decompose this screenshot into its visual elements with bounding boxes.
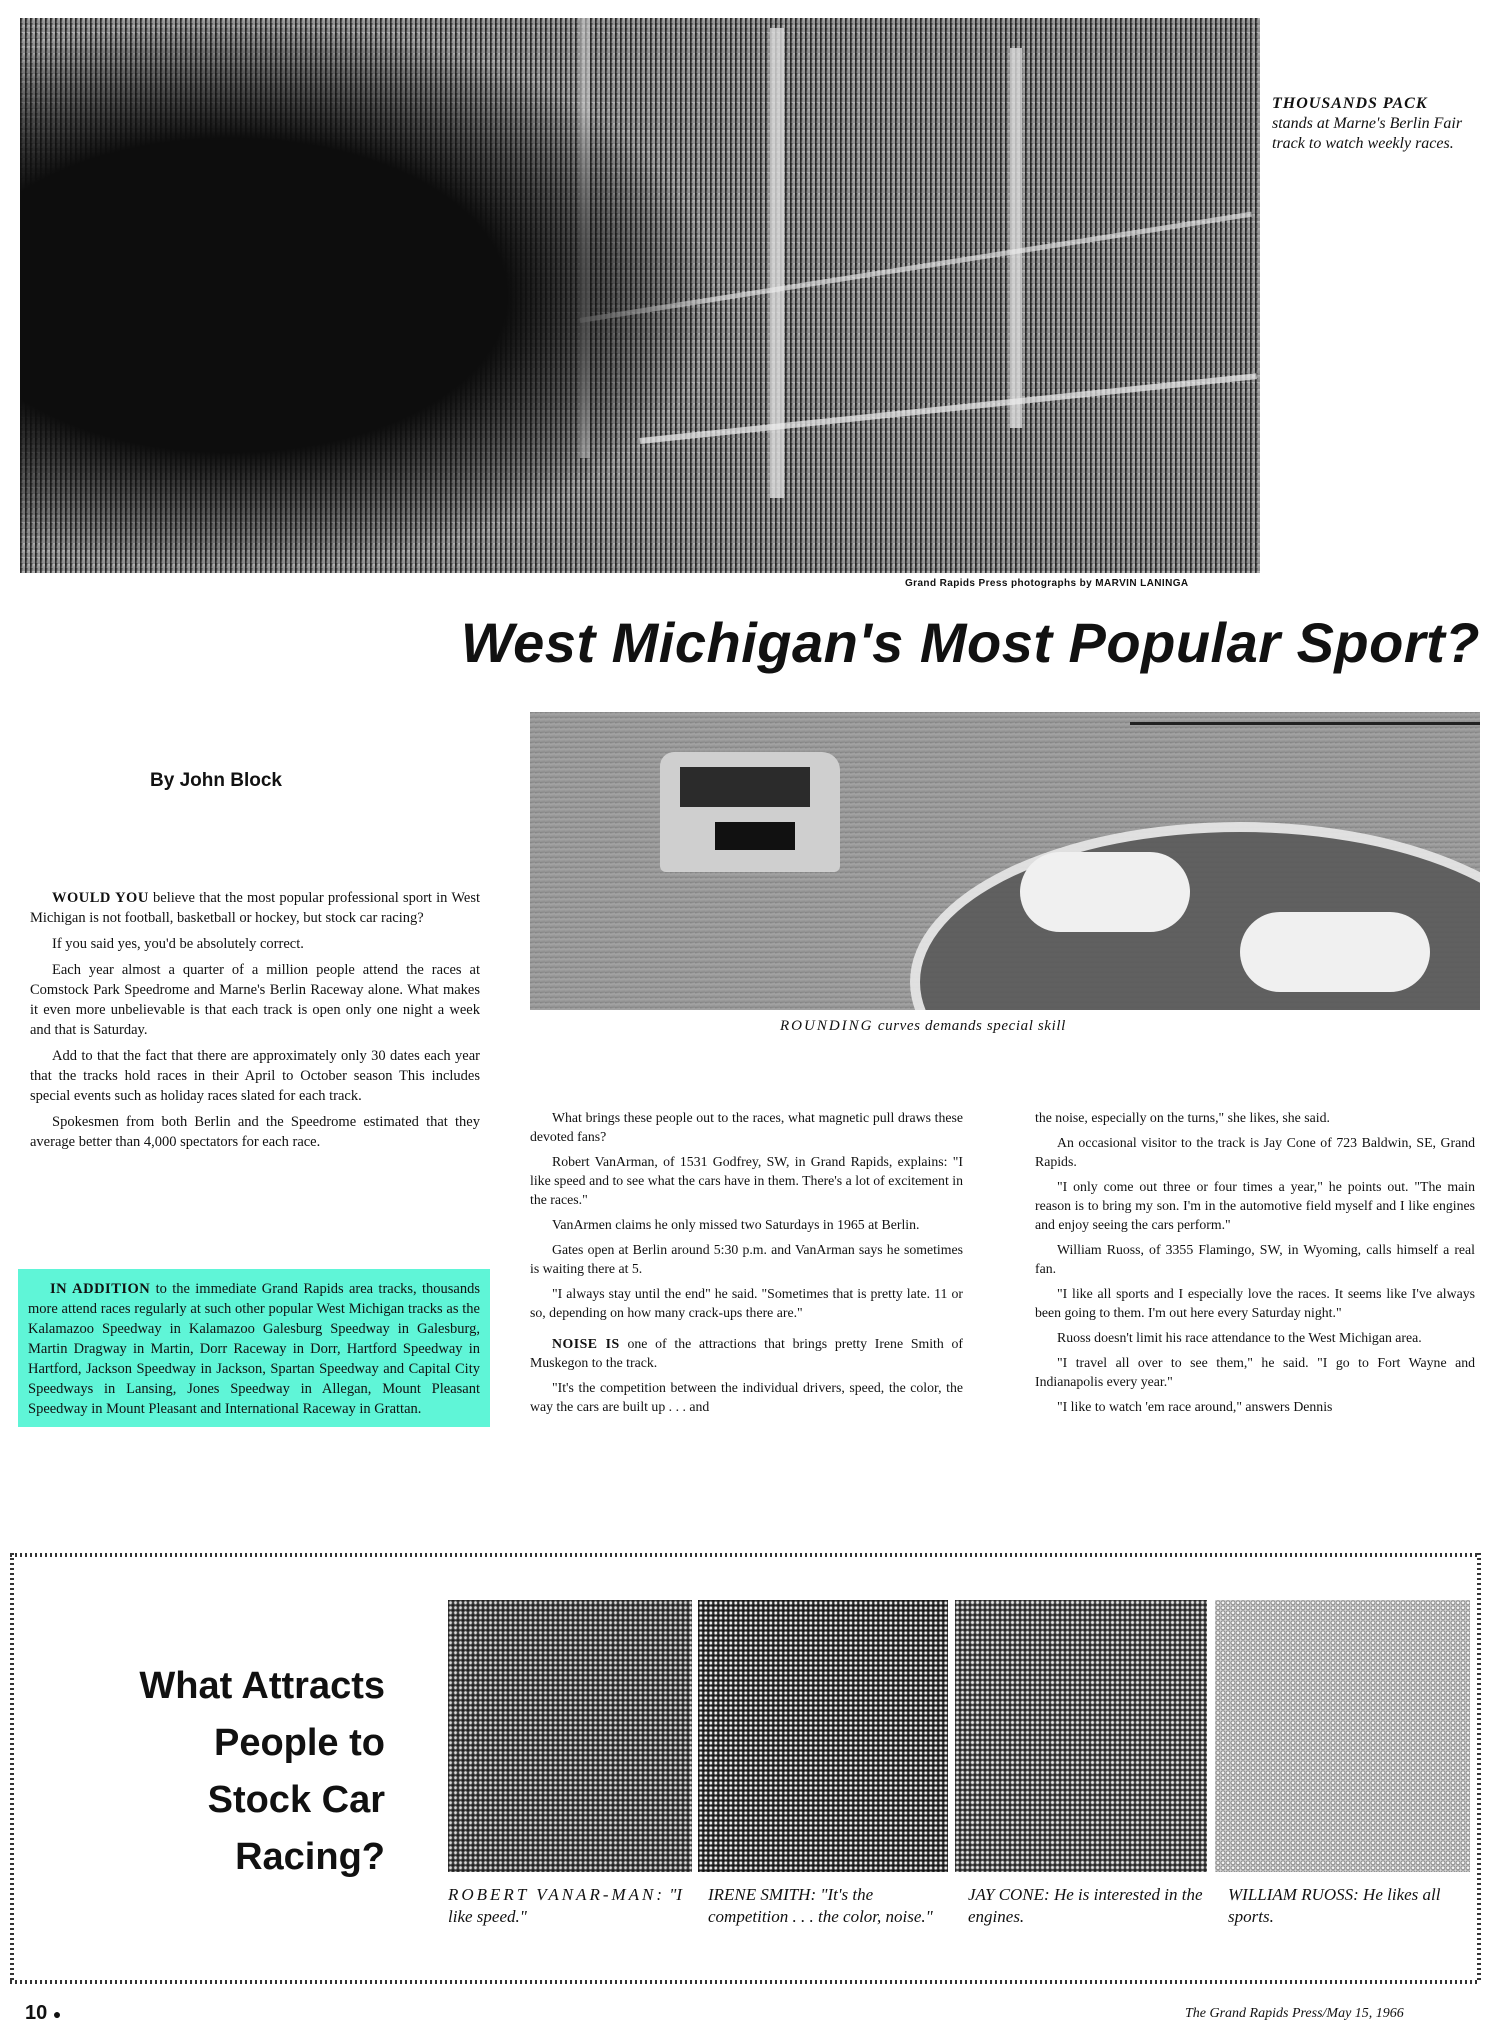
paragraph: the noise, especially on the turns," she likes, she said.: [1035, 1110, 1330, 1125]
portrait-jay-cone: [955, 1600, 1207, 1872]
paragraph: Spokesmen from both Berlin and the Speedrome estimated that they average better than 4,000 spectators for each race.: [30, 1114, 480, 1150]
portrait-caption-cone: JAY CONE: He is interested in the engines.: [968, 1885, 1203, 1926]
byline: By John Block: [150, 770, 282, 791]
column-2: [530, 1108, 963, 1422]
paragraph: An occasional visitor to the track is Jay Cone of 723 Baldwin, SE, Grand Rapids.: [1035, 1135, 1475, 1169]
paragraph: William Ruoss, of 3355 Flamingo, SW, in Wyoming, calls himself a real fan.: [1035, 1242, 1475, 1276]
paragraph: WOULD YOU believe that the most popular professional sport in West Michigan is not football, basketball or hockey, but stock car racing?: [30, 890, 481, 926]
portrait-william-ruoss: [1215, 1600, 1470, 1872]
photo-credit: Grand Rapids Press photographs by MARVIN LANINGA: [905, 578, 1189, 589]
paragraph: Robert VanArman, of 1531 Godfrey, SW, in Grand Rapids, explains: "I like speed and to see what the cars have in them. There's a lot of excitement in the races.": [530, 1154, 963, 1207]
grandstand-photo: [20, 18, 1260, 573]
sidebar-border-top: [10, 1553, 1480, 1557]
highlighted-paragraph: [18, 1269, 490, 1427]
paragraph: "I like all sports and I especially love the races. It seems like I've always been going to them. I'm out here every Saturday night.": [1035, 1286, 1475, 1320]
track-photo-caption: [780, 1018, 1066, 1035]
publication-dateline: The Grand Rapids Press/May 15, 1966: [1185, 2006, 1404, 2021]
page-number: 10 ●: [25, 2002, 62, 2024]
paragraph: Each year almost a quarter of a million people attend the races at Comstock Park Speedrome and Marne's Berlin Raceway alone. What makes it even more unbelievable is that each track is open only one night a week and that is Saturday.: [30, 962, 480, 1038]
sidebar-headline: What Attracts People to Stock Car Racing?: [139, 1665, 385, 1878]
sidebar-border-bottom: [10, 1980, 1480, 1984]
top-photo-caption: [1272, 94, 1472, 154]
portrait-caption-ruoss: WILLIAM RUOSS: He likes all sports.: [1228, 1885, 1441, 1926]
paragraph: "I like to watch 'em race around," answers Dennis: [1057, 1399, 1333, 1414]
column-1: [30, 888, 480, 1158]
paragraph: NOISE IS one of the attractions that brings pretty Irene Smith of Muskegon to the track.: [530, 1336, 964, 1370]
paragraph: "I only come out three or four times a year," he points out. "The main reason is to bring my son. I'm in the automotive field myself and I like engines and enjoy seeing the cars perform.": [1035, 1179, 1475, 1232]
top-photo-caption-text: stands at Marne's Berlin Fair track to watch weekly races.: [1272, 115, 1463, 152]
paragraph: IN ADDITION to the immediate Grand Rapids area tracks, thousands more attend races regularly at such other popular West Michigan tracks as the Kalamazoo Speedway in Kalamazoo Galesburg Speedway in Galesburg, Martin Dragway in Martin, Dorr Raceway in Dorr, Hartford Speedway in Hartford, Jackson Speedway in Jackson, Spartan Speedway and Capital City Speedways in Lansing, Jones Speedway in Allegan, Mount Pleasant Speedway in Mount Pleasant and International Raceway in Grattan.: [28, 1281, 481, 1417]
top-photo-caption-lead: THOUSANDS PACK: [1272, 95, 1428, 112]
track-photo-caption-lead: ROUNDING: [780, 1018, 874, 1034]
portrait-irene-smith: [698, 1600, 948, 1872]
paragraph: VanArmen claims he only missed two Saturdays in 1965 at Berlin.: [552, 1217, 920, 1232]
paragraph: Ruoss doesn't limit his race attendance to the West Michigan area.: [1057, 1330, 1422, 1345]
portrait-caption-smith: IRENE SMITH: "It's the competition . . . the color, noise.": [708, 1885, 933, 1926]
paragraph: "It's the competition between the individual drivers, speed, the color, the way the cars are built up . . . and: [530, 1380, 963, 1414]
track-photo-caption-text: curves demands special skill: [877, 1018, 1066, 1034]
paragraph: What brings these people out to the races, what magnetic pull draws these devoted fans?: [530, 1110, 963, 1144]
sidebar-border-left: [10, 1553, 14, 1983]
paragraph: If you said yes, you'd be absolutely correct.: [52, 936, 304, 952]
paragraph: Add to that the fact that there are approximately only 30 dates each year that the tracks hold races in their April to October season This includes special events such as holiday races slated for each track.: [30, 1048, 480, 1104]
column-3: [1035, 1108, 1475, 1422]
track-photo: [530, 712, 1480, 1010]
paragraph: "I travel all over to see them," he said. "I go to Fort Wayne and Indianapolis every year.": [1035, 1355, 1475, 1389]
paragraph: "I always stay until the end" he said. "Sometimes that is pretty late. 11 or so, depending on how many crack-ups there are.": [530, 1286, 963, 1320]
headline: West Michigan's Most Popular Sport?: [460, 611, 1480, 674]
portrait-robert-vanarman: [448, 1600, 692, 1872]
sidebar-border-right: [1477, 1553, 1481, 1983]
paragraph: Gates open at Berlin around 5:30 p.m. and VanArman says he sometimes is waiting there at 5.: [530, 1242, 963, 1276]
portrait-caption-vanarman: ROBERT VANAR-MAN: "I like speed.": [448, 1885, 683, 1926]
